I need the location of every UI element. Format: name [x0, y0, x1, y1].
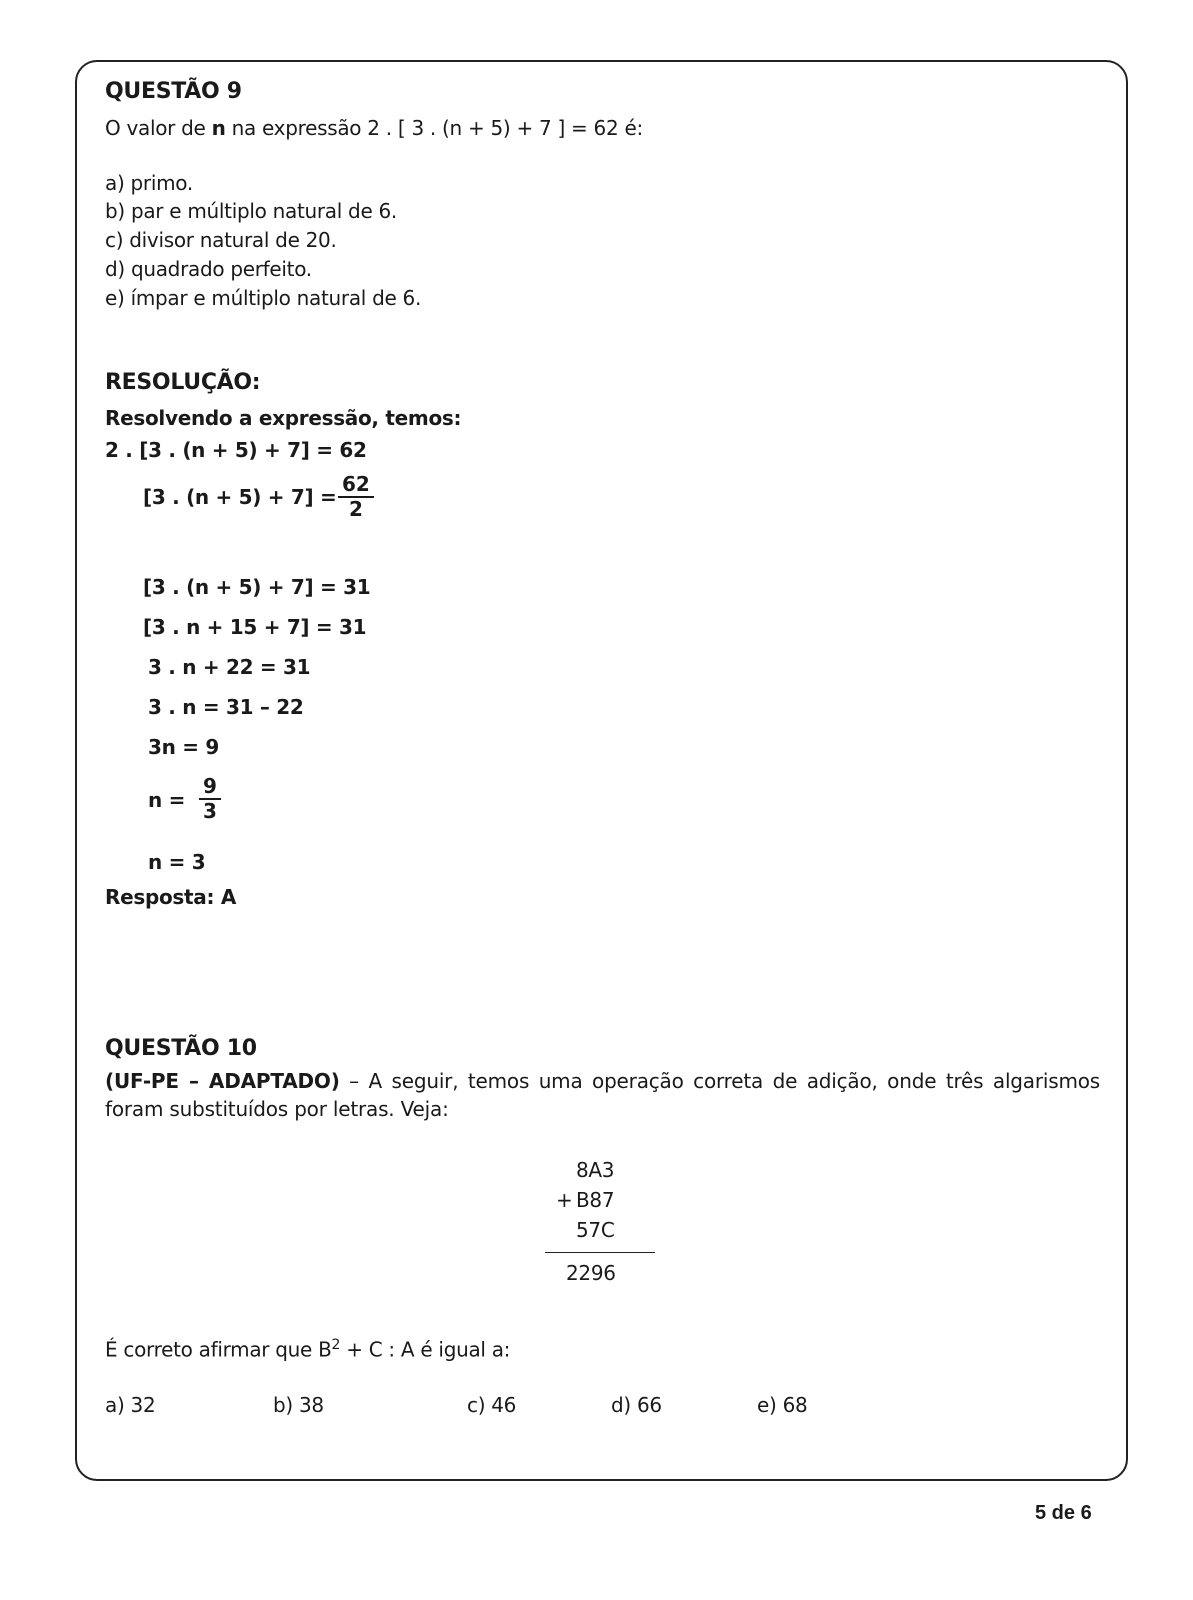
numerator: 62: [338, 473, 374, 498]
q10-stem: [105, 1067, 1100, 1123]
step-2: [3 . (n + 5) + 7] =: [143, 485, 337, 509]
q9-option-c: c) divisor natural de 20.: [105, 228, 337, 252]
q9-stem-pre: O valor de: [105, 116, 212, 140]
addend-3: 57C: [576, 1218, 615, 1242]
sum-rule: [545, 1252, 655, 1253]
q10-option-c: c) 46: [467, 1393, 517, 1417]
q10-option-e: e) 68: [757, 1393, 808, 1417]
q10-question-pre: É correto afirmar que B: [105, 1337, 332, 1362]
q10-title: QUESTÃO 10: [105, 1036, 257, 1061]
resolution-title: RESOLUÇÃO:: [105, 370, 261, 395]
denominator: 2: [348, 497, 363, 521]
step-2-fraction: [338, 473, 374, 521]
q10-option-a: a) 32: [105, 1393, 156, 1417]
resolution-intro: Resolvendo a expressão, temos:: [105, 406, 462, 430]
q9-stem: [105, 116, 643, 140]
q10-question-post: + C : A é igual a:: [340, 1337, 511, 1362]
step-1: 2 . [3 . (n + 5) + 7] = 62: [105, 438, 367, 462]
step-4: [3 . n + 15 + 7] = 31: [143, 615, 367, 639]
q9-option-b: b) par e múltiplo natural de 6.: [105, 199, 397, 223]
q10-question-sup: 2: [331, 1337, 341, 1353]
answer: Resposta: A: [105, 885, 237, 909]
sum: 2296: [566, 1261, 616, 1285]
step-6: 3 . n = 31 – 22: [148, 695, 304, 719]
q9-option-d: d) quadrado perfeito.: [105, 257, 312, 281]
plus-sign: +: [556, 1188, 573, 1212]
q9-stem-post: na expressão 2 . [ 3 . (n + 5) + 7 ] = 62 é:: [225, 116, 643, 140]
q9-option-e: e) ímpar e múltiplo natural de 6.: [105, 286, 422, 310]
q10-option-b: b) 38: [273, 1393, 324, 1417]
step-9: n = 3: [148, 850, 206, 874]
step-8: n =: [148, 788, 186, 812]
q9-stem-var: n: [211, 116, 226, 140]
addend-1: 8A3: [576, 1158, 615, 1182]
q10-option-d: d) 66: [611, 1393, 662, 1417]
denominator: 3: [203, 799, 217, 823]
q10-source: (UF-PE – ADAPTADO): [105, 1069, 340, 1093]
step-7: 3n = 9: [148, 735, 219, 759]
q9-option-a: a) primo.: [105, 171, 193, 195]
step-8-fraction: [199, 775, 221, 823]
q9-title: QUESTÃO 9: [105, 79, 242, 104]
addend-2: B87: [576, 1188, 615, 1212]
numerator: 9: [199, 775, 221, 800]
page-number: 5 de 6: [1035, 1502, 1092, 1524]
q10-stem-text: – A seguir, temos uma operação correta de adição, onde três algarismos foram substituídos por letras. Veja:: [105, 1069, 1101, 1121]
step-5: 3 . n + 22 = 31: [148, 655, 311, 679]
step-3: [3 . (n + 5) + 7] = 31: [143, 575, 371, 599]
q10-question: [105, 1333, 510, 1362]
